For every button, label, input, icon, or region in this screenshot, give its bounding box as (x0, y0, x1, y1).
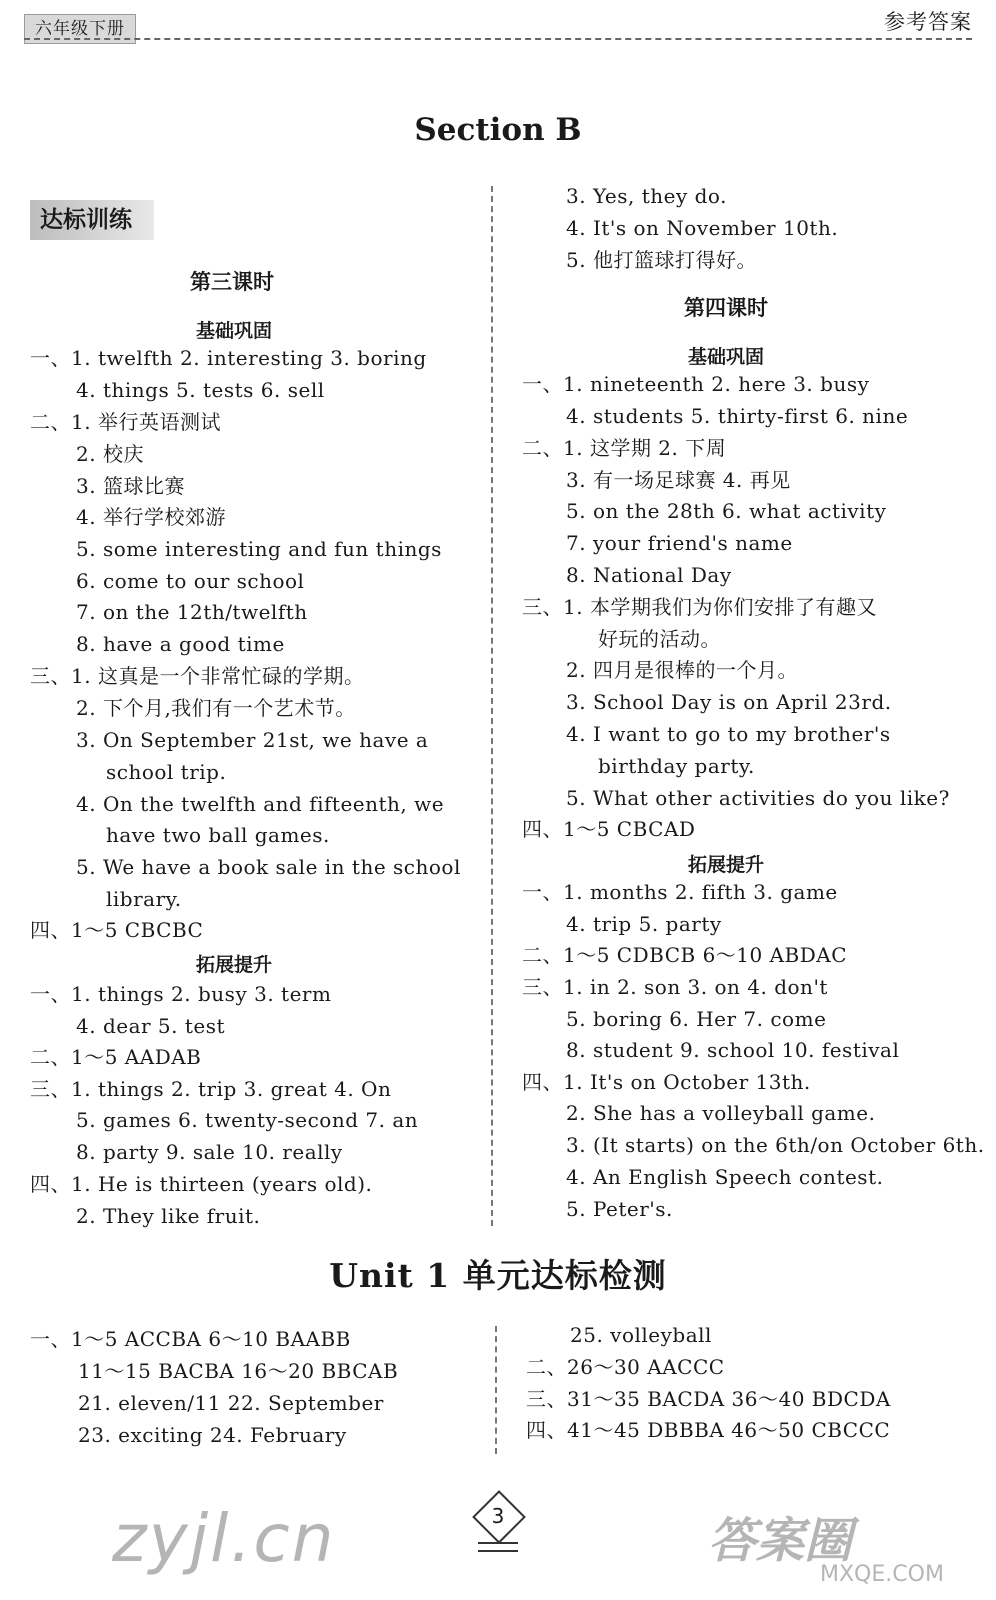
answer-line: 四、1～5 CBCAD (522, 817, 696, 841)
answer-line: 4. dear 5. test (76, 1014, 226, 1038)
answer-line: 5. We have a book sale in the school (76, 855, 461, 879)
answer-line: 3. 有一场足球赛 4. 再见 (566, 468, 791, 492)
section-title: Section B (414, 112, 582, 148)
answer-line: 一、1. twelfth 2. interesting 3. boring (30, 346, 427, 370)
answer-line: 4. An English Speech contest. (566, 1165, 884, 1189)
answer-line: 3. (It starts) on the 6th/on October 6th. (566, 1133, 985, 1157)
answer-line: 4. 举行学校郊游 (76, 505, 226, 529)
block-label: 达标训练 (30, 200, 154, 240)
answer-line: 7. your friend's name (566, 531, 793, 555)
unit-column-divider (495, 1326, 497, 1454)
answer-line: 三、1. 这真是一个非常忙碌的学期。 (30, 664, 365, 688)
answer-line: 8. National Day (566, 563, 732, 587)
answer-line: 2. 校庆 (76, 442, 144, 466)
answer-line: 25. volleyball (570, 1323, 712, 1347)
answer-line: 4. trip 5. party (566, 912, 722, 936)
subheading: 基础巩固 (196, 320, 273, 342)
answer-line: 三、1. things 2. trip 3. great 4. On (30, 1077, 392, 1101)
answer-line: 3. 篮球比赛 (76, 474, 185, 498)
answer-line: 3. School Day is on April 23rd. (566, 690, 892, 714)
answer-line: 21. eleven/11 22. September (78, 1391, 384, 1415)
answer-line: 8. have a good time (76, 632, 285, 656)
lesson-heading: 第四课时 (684, 296, 768, 320)
answer-line: school trip. (106, 760, 227, 784)
answer-line: 四、1. It's on October 13th. (522, 1070, 811, 1094)
page-number-chevron (478, 1540, 518, 1552)
answer-line: 四、1～5 CBCBC (30, 918, 204, 942)
subheading: 拓展提升 (196, 954, 273, 976)
answer-line: 5. boring 6. Her 7. come (566, 1007, 827, 1031)
answer-line: 二、1. 这学期 2. 下周 (522, 436, 727, 460)
page-header (0, 0, 996, 50)
answer-line: 23. exciting 24. February (78, 1423, 347, 1447)
watermark-right-sub: MXQE.COM (820, 1562, 944, 1587)
answer-line: 4. students 5. thirty-first 6. nine (566, 404, 909, 428)
answer-line: 二、1～5 AADAB (30, 1045, 202, 1069)
answer-line: 3. Yes, they do. (566, 184, 727, 208)
answer-line: 三、1. 本学期我们为你们安排了有趣又 (522, 595, 877, 619)
answer-line: 四、1. He is thirteen (years old). (30, 1172, 373, 1196)
answer-line: 5. What other activities do you like? (566, 786, 950, 810)
answer-line: 四、41～45 DBBBA 46～50 CBCCC (526, 1418, 891, 1442)
answer-line: 二、26～30 AACCC (526, 1355, 725, 1379)
answer-key-label: 参考答案 (884, 10, 972, 34)
lesson-heading: 第三课时 (190, 270, 274, 294)
watermark-right: 答案圈 (708, 1513, 853, 1569)
answer-line: 5. on the 28th 6. what activity (566, 499, 887, 523)
answer-line: library. (106, 887, 182, 911)
answer-line: 2. 下个月,我们有一个艺术节。 (76, 696, 356, 720)
answer-line: 三、1. in 2. son 3. on 4. don't (522, 975, 828, 999)
answer-line: 6. come to our school (76, 569, 305, 593)
answer-line: 一、1. things 2. busy 3. term (30, 982, 332, 1006)
subheading: 基础巩固 (688, 346, 765, 368)
answer-line: 一、1. nineteenth 2. here 3. busy (522, 372, 870, 396)
header-divider (24, 38, 972, 40)
answer-line: 二、1. 举行英语测试 (30, 410, 221, 434)
answer-line: 好玩的活动。 (598, 627, 721, 651)
grade-tag: 六年级下册 (24, 14, 136, 44)
answer-line: 三、31～35 BACDA 36～40 BDCDA (526, 1387, 891, 1411)
answer-line: 4. On the twelfth and fifteenth, we (76, 792, 445, 816)
answer-line: 3. On September 21st, we have a (76, 728, 429, 752)
answer-line: 8. student 9. school 10. festival (566, 1038, 900, 1062)
page-number-text: 3 (491, 1504, 505, 1528)
answer-line: 5. some interesting and fun things (76, 537, 442, 561)
answer-line: 4. It's on November 10th. (566, 216, 839, 240)
answer-line: 5. 他打篮球打得好。 (566, 248, 757, 272)
answer-line: 2. 四月是很棒的一个月。 (566, 658, 798, 682)
answer-line: 8. party 9. sale 10. really (76, 1140, 343, 1164)
answer-line: birthday party. (598, 754, 755, 778)
answer-line: 二、1～5 CDBCB 6～10 ABDAC (522, 943, 848, 967)
answer-line: have two ball games. (106, 823, 330, 847)
answer-line: 11～15 BACBA 16～20 BBCAB (78, 1359, 399, 1383)
unit-title: Unit 1 单元达标检测 (329, 1256, 667, 1295)
page-number (470, 1492, 526, 1548)
answer-line: 5. Peter's. (566, 1197, 673, 1221)
answer-line: 2. She has a volleyball game. (566, 1101, 876, 1125)
answer-line: 5. games 6. twenty-second 7. an (76, 1108, 419, 1132)
answer-line: 4. I want to go to my brother's (566, 722, 891, 746)
answer-line: 一、1～5 ACCBA 6～10 BAABB (30, 1327, 351, 1351)
watermark-left: zyjl.cn (112, 1500, 336, 1577)
answer-line: 2. They like fruit. (76, 1204, 261, 1228)
answer-line: 4. things 5. tests 6. sell (76, 378, 325, 402)
answer-line: 一、1. months 2. fifth 3. game (522, 880, 838, 904)
subheading: 拓展提升 (688, 854, 765, 876)
column-divider (491, 186, 493, 1226)
answer-line: 7. on the 12th/twelfth (76, 600, 308, 624)
